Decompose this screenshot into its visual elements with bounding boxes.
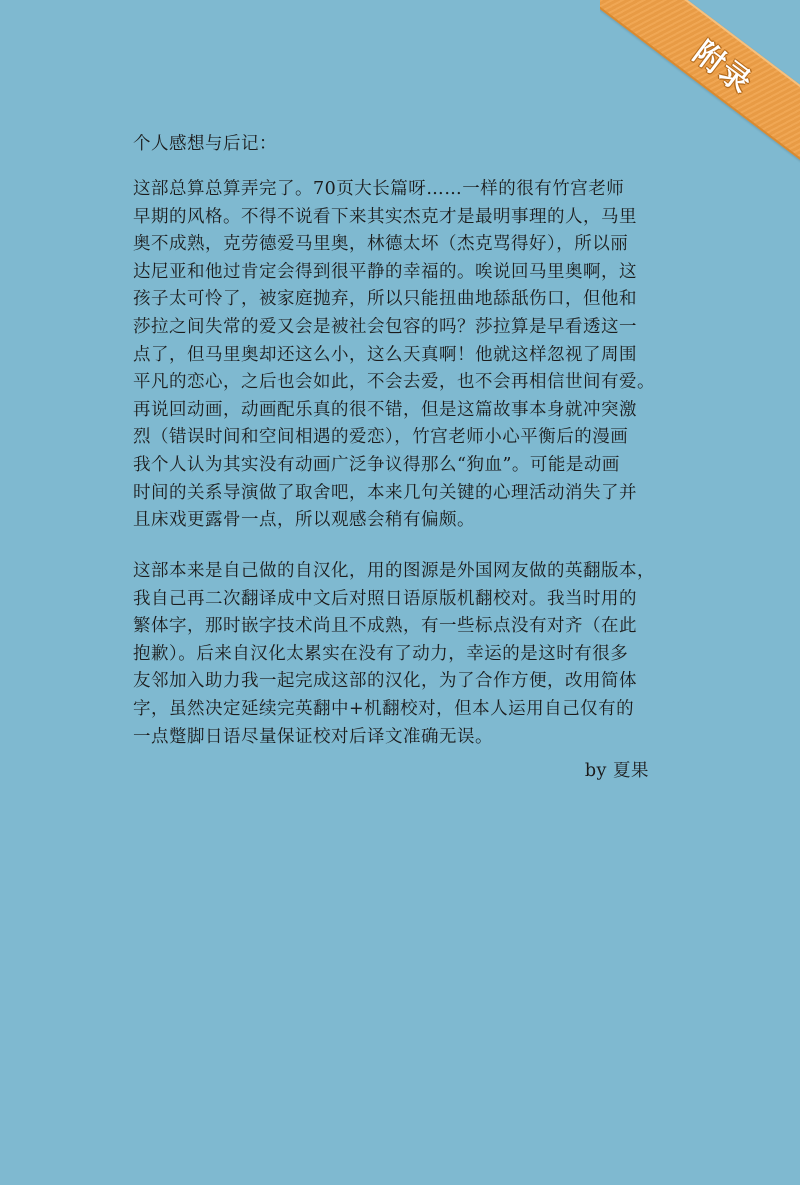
paragraph-translation-notes (133, 558, 673, 751)
paragraph-line: 奥不成熟，克劳德爱马里奥，林德太坏（杰克骂得好），所以丽 (133, 234, 629, 255)
paragraph-line: 繁体字，那时嵌字技术尚且不成熟，有一些标点没有对齐（在此 (133, 616, 637, 637)
afterword-heading: 个人感想与后记： (133, 134, 277, 154)
paragraph-line: 字，虽然决定延续完英翻中+机翻校对，但本人运用自己仅有的 (133, 698, 635, 719)
paragraph-line: 点了，但马里奥却还这么小，这么天真啊！他就这样忽视了周围 (133, 344, 637, 365)
author-signature: by 夏果 (584, 761, 649, 781)
paragraph-line: 再说回动画，动画配乐真的很不错，但是这篇故事本身就冲突激 (133, 399, 637, 420)
paragraph-line: 莎拉之间失常的爱又会是被社会包容的吗？莎拉算是早看透这一 (133, 316, 637, 337)
paragraph-line: 达尼亚和他过肯定会得到很平静的幸福的。唉说回马里奥啊，这 (133, 261, 637, 282)
paragraph-line: 时间的关系导演做了取舍吧，本来几句关键的心理活动消失了并 (133, 482, 637, 503)
ribbon-label: 附录 (686, 35, 759, 102)
paragraph-line: 我自己再二次翻译成中文后对照日语原版机翻校对。我当时用的 (133, 588, 637, 609)
paragraph-line: 烈（错误时间和空间相遇的爱恋），竹宫老师小心平衡后的漫画 (133, 427, 629, 448)
paragraph-line: 早期的风格。不得不说看下来其实杰克才是最明事理的人，马里 (133, 206, 637, 227)
paragraph-line: 平凡的恋心，之后也会如此，不会去爱，也不会再相信世间有爱。 (133, 372, 655, 393)
paragraph-line: 一点蹩脚日语尽量保证校对后译文准确无误。 (133, 726, 493, 747)
paragraph-line: 友邻加入助力我一起完成这部的汉化，为了合作方便，改用简体 (133, 671, 637, 692)
paragraph-line: 抱歉）。后来自汉化太累实在没有了动力，幸运的是这时有很多 (133, 643, 629, 664)
paragraph-line: 我个人认为其实没有动画广泛争议得那么“狗血”。可能是动画 (133, 454, 620, 475)
paragraph-line: 孩子太可怜了，被家庭抛弃，所以只能扭曲地舔舐伤口，但他和 (133, 289, 637, 310)
paragraph-line: 这部总算总算弄完了。70页大长篇呀……一样的很有竹宫老师 (133, 179, 625, 199)
paragraph-line: 这部本来是自己做的自汉化，用的图源是外国网友做的英翻版本， (133, 561, 655, 581)
afterword-heading-block (133, 131, 673, 159)
paragraph-line: 且床戏更露骨一点，所以观感会稍有偏颇。 (133, 510, 475, 531)
paragraph-impressions (133, 176, 673, 535)
